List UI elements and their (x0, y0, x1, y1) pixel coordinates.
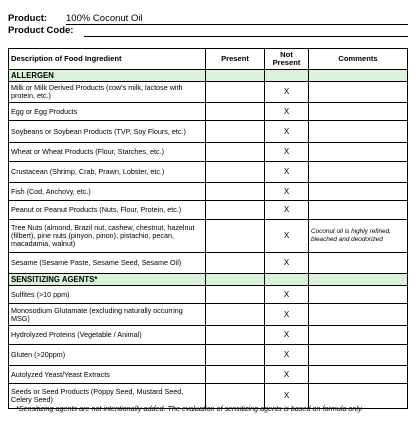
table-row (9, 143, 408, 162)
section-cell (265, 274, 309, 286)
ingredient-cell: Milk or Milk Derived Products (cow's milk, lactose with protein, etc.) (9, 82, 206, 103)
not-present-cell: X (265, 345, 309, 366)
ingredient-cell: Sulfites (>10 ppm) (9, 286, 206, 304)
present-cell (206, 143, 265, 162)
table-row (9, 345, 408, 366)
allergen-section-header (9, 70, 408, 82)
ingredient-cell: Peanut or Peanut Products (Nuts, Flour, Protein, etc.) (9, 201, 206, 220)
ingredient-cell: Sesame (Sesame Paste, Sesame Seed, Sesame Oil) (9, 253, 206, 274)
present-cell (206, 286, 265, 304)
present-cell (206, 304, 265, 326)
comment-cell (309, 286, 408, 304)
table-row (9, 162, 408, 183)
ingredient-cell: Crustacean (Shrimp, Crab, Prawn, Lobster, etc.) (9, 162, 206, 183)
sensitizing-section-header (9, 274, 408, 286)
section-cell (265, 70, 309, 82)
ingredient-cell: Hydrolyzed Proteins (Vegetable / Animal) (9, 326, 206, 345)
comment-cell (309, 103, 408, 121)
present-cell (206, 121, 265, 143)
not-present-cell: X (265, 103, 309, 121)
present-cell (206, 345, 265, 366)
table-row (9, 103, 408, 121)
ingredient-cell: Seeds or Seed Products (Poppy Seed, Mustard Seed, Celery Seed) (9, 384, 206, 409)
ingredient-cell: Soybeans or Soybean Products (TVP, Soy Flours, etc.) (9, 121, 206, 143)
not-present-cell: X (265, 366, 309, 384)
product-label: Product: (8, 13, 48, 24)
present-cell (206, 201, 265, 220)
section-label: ALLERGEN (9, 70, 206, 82)
not-present-cell: X (265, 143, 309, 162)
table-row (9, 366, 408, 384)
ingredient-cell: Wheat or Wheat Products (Flour, Starches, etc.) (9, 143, 206, 162)
present-cell (206, 183, 265, 201)
not-present-cell: X (265, 162, 309, 183)
not-present-cell: X (265, 326, 309, 345)
not-present-cell: X (265, 183, 309, 201)
ingredient-cell: Egg or Egg Products (9, 103, 206, 121)
comment-cell (309, 143, 408, 162)
ingredient-cell: Autolyzed Yeast/Yeast Extracts (9, 366, 206, 384)
comment-cell (309, 326, 408, 345)
table-row (9, 82, 408, 103)
comment-cell (309, 366, 408, 384)
ingredient-cell: Fish (Cod, Anchovy, etc.) (9, 183, 206, 201)
col-present-header: Present (206, 49, 265, 70)
table-header-row (9, 49, 408, 70)
col-ingredient-header: Description of Food Ingredient (9, 49, 206, 70)
not-present-cell: X (265, 82, 309, 103)
comment-cell (309, 304, 408, 326)
table-row (9, 183, 408, 201)
present-cell (206, 326, 265, 345)
ingredient-cell: Tree Nuts (almond, Brazil nut, cashew, chestnut, hazelnut (filbert), pine nuts (pinyon, pinon), pistachio, pecan, macadamia, walnut) (9, 220, 206, 253)
section-label: SENSITIZING AGENTS* (9, 274, 206, 286)
table-body (9, 70, 408, 409)
table-row (9, 304, 408, 326)
product-code-line (8, 25, 408, 36)
not-present-cell: X (265, 220, 309, 253)
present-cell (206, 82, 265, 103)
not-present-cell: X (265, 384, 309, 409)
footnote: *Sensitizing agents are not intentionally added. The evaluation of sensitizing agents is based on formula only. (16, 404, 364, 413)
not-present-cell: X (265, 253, 309, 274)
ingredient-cell: Monosodium Glutamate (excluding naturally occurring MSG) (9, 304, 206, 326)
col-comments-header: Comments (309, 49, 408, 70)
comment-cell (309, 162, 408, 183)
comment-cell (309, 345, 408, 366)
table-row (9, 220, 408, 253)
table-row (9, 326, 408, 345)
product-value: 100% Coconut Oil (66, 13, 408, 25)
comment-cell (309, 121, 408, 143)
comment-cell (309, 82, 408, 103)
ingredient-cell: Gluten (>20ppm) (9, 345, 206, 366)
comment-cell (309, 183, 408, 201)
comment-cell (309, 201, 408, 220)
present-cell (206, 162, 265, 183)
section-cell (309, 70, 408, 82)
section-cell (206, 274, 265, 286)
section-cell (206, 70, 265, 82)
ingredient-table (8, 48, 408, 409)
table-row (9, 201, 408, 220)
present-cell (206, 103, 265, 121)
comment-cell: Coconut oil is highly refined, bleached and deodorized (309, 220, 408, 253)
section-cell (309, 274, 408, 286)
not-present-cell: X (265, 201, 309, 220)
product-code-value (84, 25, 408, 37)
table-row (9, 286, 408, 304)
not-present-cell: X (265, 121, 309, 143)
product-line (8, 13, 408, 24)
not-present-cell: X (265, 304, 309, 326)
product-code-label: Product Code: (8, 25, 74, 36)
present-cell (206, 253, 265, 274)
comment-cell (309, 253, 408, 274)
present-cell (206, 366, 265, 384)
not-present-cell: X (265, 286, 309, 304)
table-row (9, 121, 408, 143)
present-cell (206, 220, 265, 253)
table-row (9, 253, 408, 274)
col-not-present-header: Not Present (265, 49, 309, 70)
